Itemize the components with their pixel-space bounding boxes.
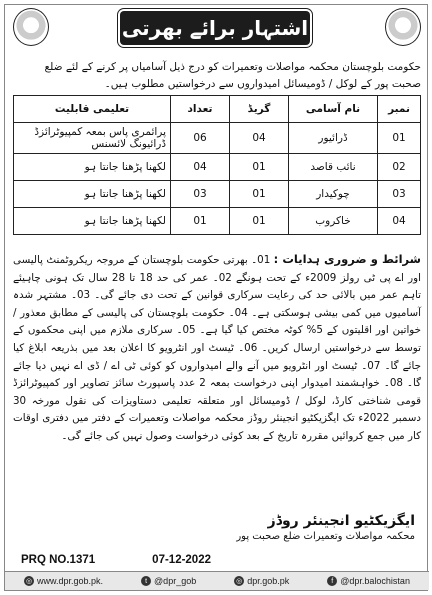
signature-title: ایگزیکٹیو انجینئر روڈز	[267, 513, 415, 529]
footer-domain[interactable]	[234, 576, 289, 586]
row-qualification: لکھنا پڑھنا جانتا ہو	[14, 181, 171, 208]
row-number: 01	[378, 123, 421, 154]
globe-icon: ◎	[236, 578, 243, 585]
page-title: اشتہار برائے بھرتی	[120, 11, 310, 45]
footer-domain-text: dpr.gob.pk	[247, 576, 290, 586]
conditions-heading: شرائط و ضروری ہدایات :	[273, 252, 421, 266]
signature-block	[205, 513, 415, 542]
signature-department: محکمہ مواصلات وتعمیرات ضلع صحبت پور	[236, 531, 415, 542]
column-header-qualification: تعلیمی قابلیت	[14, 96, 171, 123]
intro-text: حکومت بلوچستان محکمہ مواصلات وتعمیرات کو درج ذیل آسامیاں پر کرنے کے لئے ضلع صحبت پور کے لوکل / ڈومیسائل امیدواروں سے درخواستیں مطلوب ہیں۔	[44, 61, 421, 90]
footer-twitter[interactable]	[141, 576, 196, 586]
row-post: ڈرائیور	[289, 123, 378, 154]
row-grade: 04	[230, 123, 289, 154]
twitter-icon: t	[141, 576, 151, 586]
government-logo-left	[13, 8, 49, 46]
row-qualification: لکھنا پڑھنا جانتا ہو	[14, 154, 171, 181]
government-logo-right	[385, 8, 421, 46]
table-row	[14, 208, 421, 235]
column-header-number: نمبر	[378, 96, 421, 123]
row-post: خاکروب	[289, 208, 378, 235]
row-qualification: لکھنا پڑھنا جانتا ہو	[14, 208, 171, 235]
row-number: 04	[378, 208, 421, 235]
footer-website-text: www.dpr.gob.pk.	[37, 576, 104, 586]
column-header-count: تعداد	[171, 96, 230, 123]
globe-icon: ◎	[25, 578, 33, 585]
advertisement-page	[4, 4, 428, 591]
conditions-section	[13, 251, 421, 446]
row-qualification: پرائمری پاس بمعہ کمپیوٹرائزڈ ڈرائیونگ لائسنس	[14, 123, 171, 154]
row-grade: 01	[230, 154, 289, 181]
row-post: نائب قاصد	[289, 154, 378, 181]
row-number: 03	[378, 181, 421, 208]
conditions-body: 01۔ بھرتی حکومت بلوچستان کے مروجہ ریکروٹمنٹ پالیسی اور اے پی ٹی رولز 2009ء کے تحت ہونگے 02۔ عمر کی حد 18 تا 28 سال تک ہونی چاہیئے تاہم عمر میں بالائی حد کی رعایت سرکاری قوانین کے تحت دی جائے گی۔ 03۔ مشتہر شدہ آسامیوں میں کمی بیشی ہوسکتی ہے۔ 04۔ حکومت بلوچستان کی پالیسی کے مطابق معذور / خواتین اور اقلیتوں کے 5% کوٹہ مختص کیا گیا ہے۔ 05۔ سرکاری ملازم میں اپنی محکموں کے توسط سے درخواستیں ارسال کریں۔ 06۔ ٹیسٹ اور انٹرویو کا اعلان بعد میں بذریعہ ابلاغ کیا جائے گا۔ 07۔ ٹیسٹ اور انٹرویو میں آنے والے امیدواروں کو کوئی ٹی اے / ڈی اے نہیں دیا جائے گا۔ 08۔ خواہشمند امیدوار اپنی درخواست بمعہ 2 عدد پاسپورٹ سائز تصاویر اور کمپیوٹرائزڈ قومی شناختی کارڈ، لوکل / ڈومیسائل اور متعلقہ تعلیمی دستاویزات کی نقول مورخہ 30 دسمبر 2022ء تک ایگزیکٹیو انجینئر روڈز محکمہ مواصلات وتعمیرات کے دفتر میں دفتری اوقات کار میں جمع کروائیں مقررہ تاریخ کے بعد کوئی درخواست وصول نہیں کی جائے گی۔	[13, 254, 422, 442]
prq-line	[21, 554, 211, 566]
row-count: 06	[171, 123, 230, 154]
footer-facebook[interactable]	[327, 576, 410, 586]
footer	[5, 571, 429, 590]
column-header-grade: گریڈ	[230, 96, 289, 123]
table-row	[14, 123, 421, 154]
column-header-post: نام آسامی	[289, 96, 378, 123]
row-count: 01	[171, 208, 230, 235]
header	[5, 5, 429, 57]
table-row	[14, 181, 421, 208]
facebook-icon: f	[327, 576, 337, 586]
row-count: 04	[171, 154, 230, 181]
posts-table	[13, 95, 421, 235]
prq-number: PRQ NO.1371	[21, 554, 96, 566]
row-post: چوکیدار	[289, 181, 378, 208]
footer-facebook-text: @dpr.balochistan	[340, 576, 410, 586]
table-header-row	[14, 96, 421, 123]
row-number: 02	[378, 154, 421, 181]
footer-website[interactable]	[24, 576, 103, 586]
row-grade: 01	[230, 208, 289, 235]
prq-date: 07-12-2022	[152, 554, 211, 566]
row-count: 03	[171, 181, 230, 208]
table-row	[14, 154, 421, 181]
footer-twitter-text: @dpr_gob	[154, 576, 197, 586]
row-grade: 01	[230, 181, 289, 208]
